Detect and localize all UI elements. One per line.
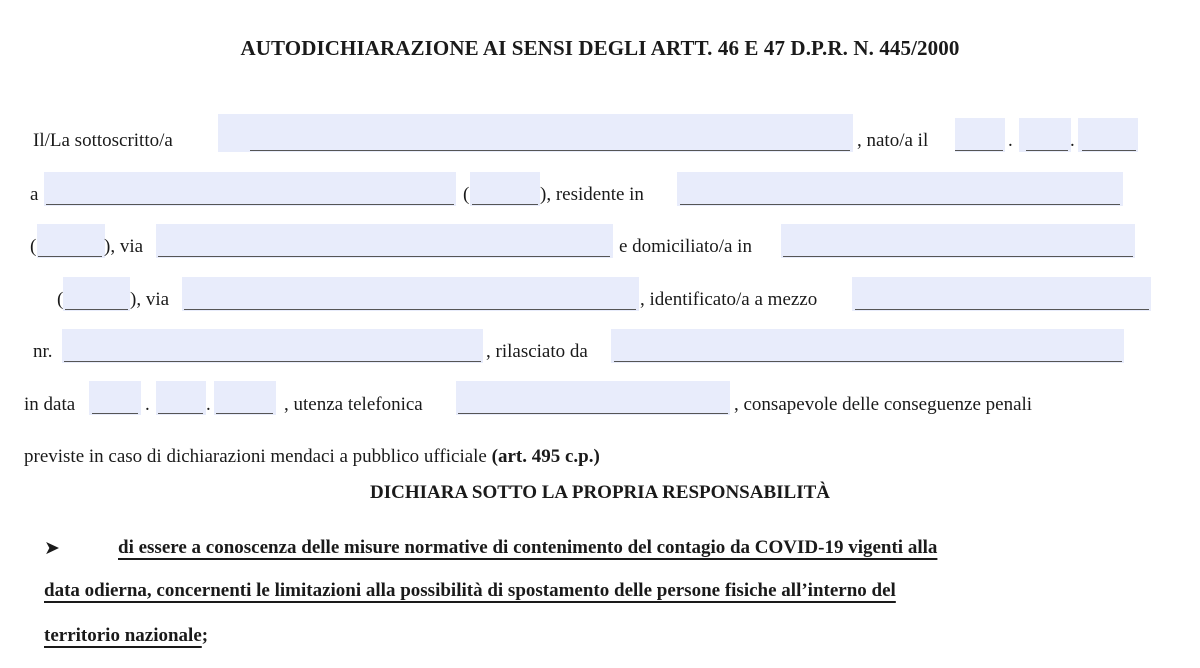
declaration-line-2: data odierna, concernenti le limitazioni alla possibilità di spostamento delle persone fisiche all’interno del [44,580,896,601]
birth-month-underline [1026,150,1068,151]
declaration-heading: DICHIARA SOTTO LA PROPRIA RESPONSABILITÀ [370,482,830,503]
label-utenza-telefonica: , utenza telefonica [284,394,423,415]
penalty-article: (art. 495 c.p.) [491,446,600,467]
domicile-field[interactable] [781,224,1135,258]
issue-day-field[interactable] [89,381,141,415]
label-a: a [30,184,39,205]
document-number-underline [64,361,481,362]
birth-day-underline [955,150,1003,151]
paren-open: ( [30,236,37,257]
name-field[interactable] [218,114,853,152]
form-title: AUTODICHIARAZIONE AI SENSI DEGLI ARTT. 46 E 47 D.P.R. N. 445/2000 [240,36,960,60]
residence-province-field[interactable] [37,224,105,258]
birthplace-field[interactable] [44,172,456,206]
residence-underline [680,204,1120,205]
document-type-underline [855,309,1149,310]
dot-separator: . [1008,130,1013,151]
label-via: ), via [104,236,144,257]
issue-day-underline [92,413,138,414]
penalty-notice-text: previste in caso di dichiarazioni mendaci a pubblico ufficiale [24,446,492,467]
birth-year-field[interactable] [1078,118,1138,152]
issuer-field[interactable] [611,329,1124,363]
label-nato-il: , nato/a il [857,130,929,151]
residence-province-underline [38,256,102,257]
issue-year-underline [216,413,273,414]
residence-field[interactable] [677,172,1123,206]
birth-province-underline [472,204,538,205]
declaration-line-3-end: ; [201,625,209,646]
penalty-notice [24,446,600,468]
declaration-line-3 [44,625,208,647]
residence-street-underline [158,256,610,257]
arrow-bullet-icon: ➤ [44,537,60,559]
birth-province-field[interactable] [470,172,540,206]
declaration-line-1: di essere a conoscenza delle misure normative di contenimento del contagio da COVID-19 vigenti alla [118,537,938,558]
label-residente-in: ), residente in [540,184,644,205]
domicile-street-underline [184,309,636,310]
label-rilasciato-da: , rilasciato da [486,341,588,362]
paren-open: ( [57,289,64,310]
birth-year-underline [1082,150,1136,151]
label-identificato: , identificato/a a mezzo [640,289,818,310]
label-sottoscritto: Il/La sottoscritto/a [33,130,173,151]
issue-year-field[interactable] [214,381,276,415]
issuer-underline [614,361,1122,362]
phone-field[interactable] [456,381,730,415]
issue-month-underline [158,413,203,414]
declaration-line-3-text: territorio nazionale [44,625,202,646]
document-type-field[interactable] [852,277,1151,311]
name-underline [250,150,850,151]
domicile-street-field[interactable] [182,277,639,311]
birth-month-field[interactable] [1019,118,1071,152]
birthplace-underline [46,204,454,205]
issue-month-field[interactable] [156,381,206,415]
birth-day-field[interactable] [955,118,1005,152]
phone-underline [458,413,728,414]
paren-open: ( [463,184,470,205]
label-consapevole: , consapevole delle conseguenze penali [734,394,1033,415]
label-via: ), via [130,289,170,310]
label-in-data: in data [24,394,76,415]
domicile-underline [783,256,1133,257]
residence-street-field[interactable] [156,224,613,258]
dot-separator: . [1070,130,1075,151]
domicile-province-underline [65,309,128,310]
label-domiciliato-in: e domiciliato/a in [619,236,752,257]
dot-separator: . [206,394,211,415]
dot-separator: . [145,394,150,415]
domicile-province-field[interactable] [63,277,130,311]
document-number-field[interactable] [62,329,483,363]
label-nr: nr. [33,341,53,362]
